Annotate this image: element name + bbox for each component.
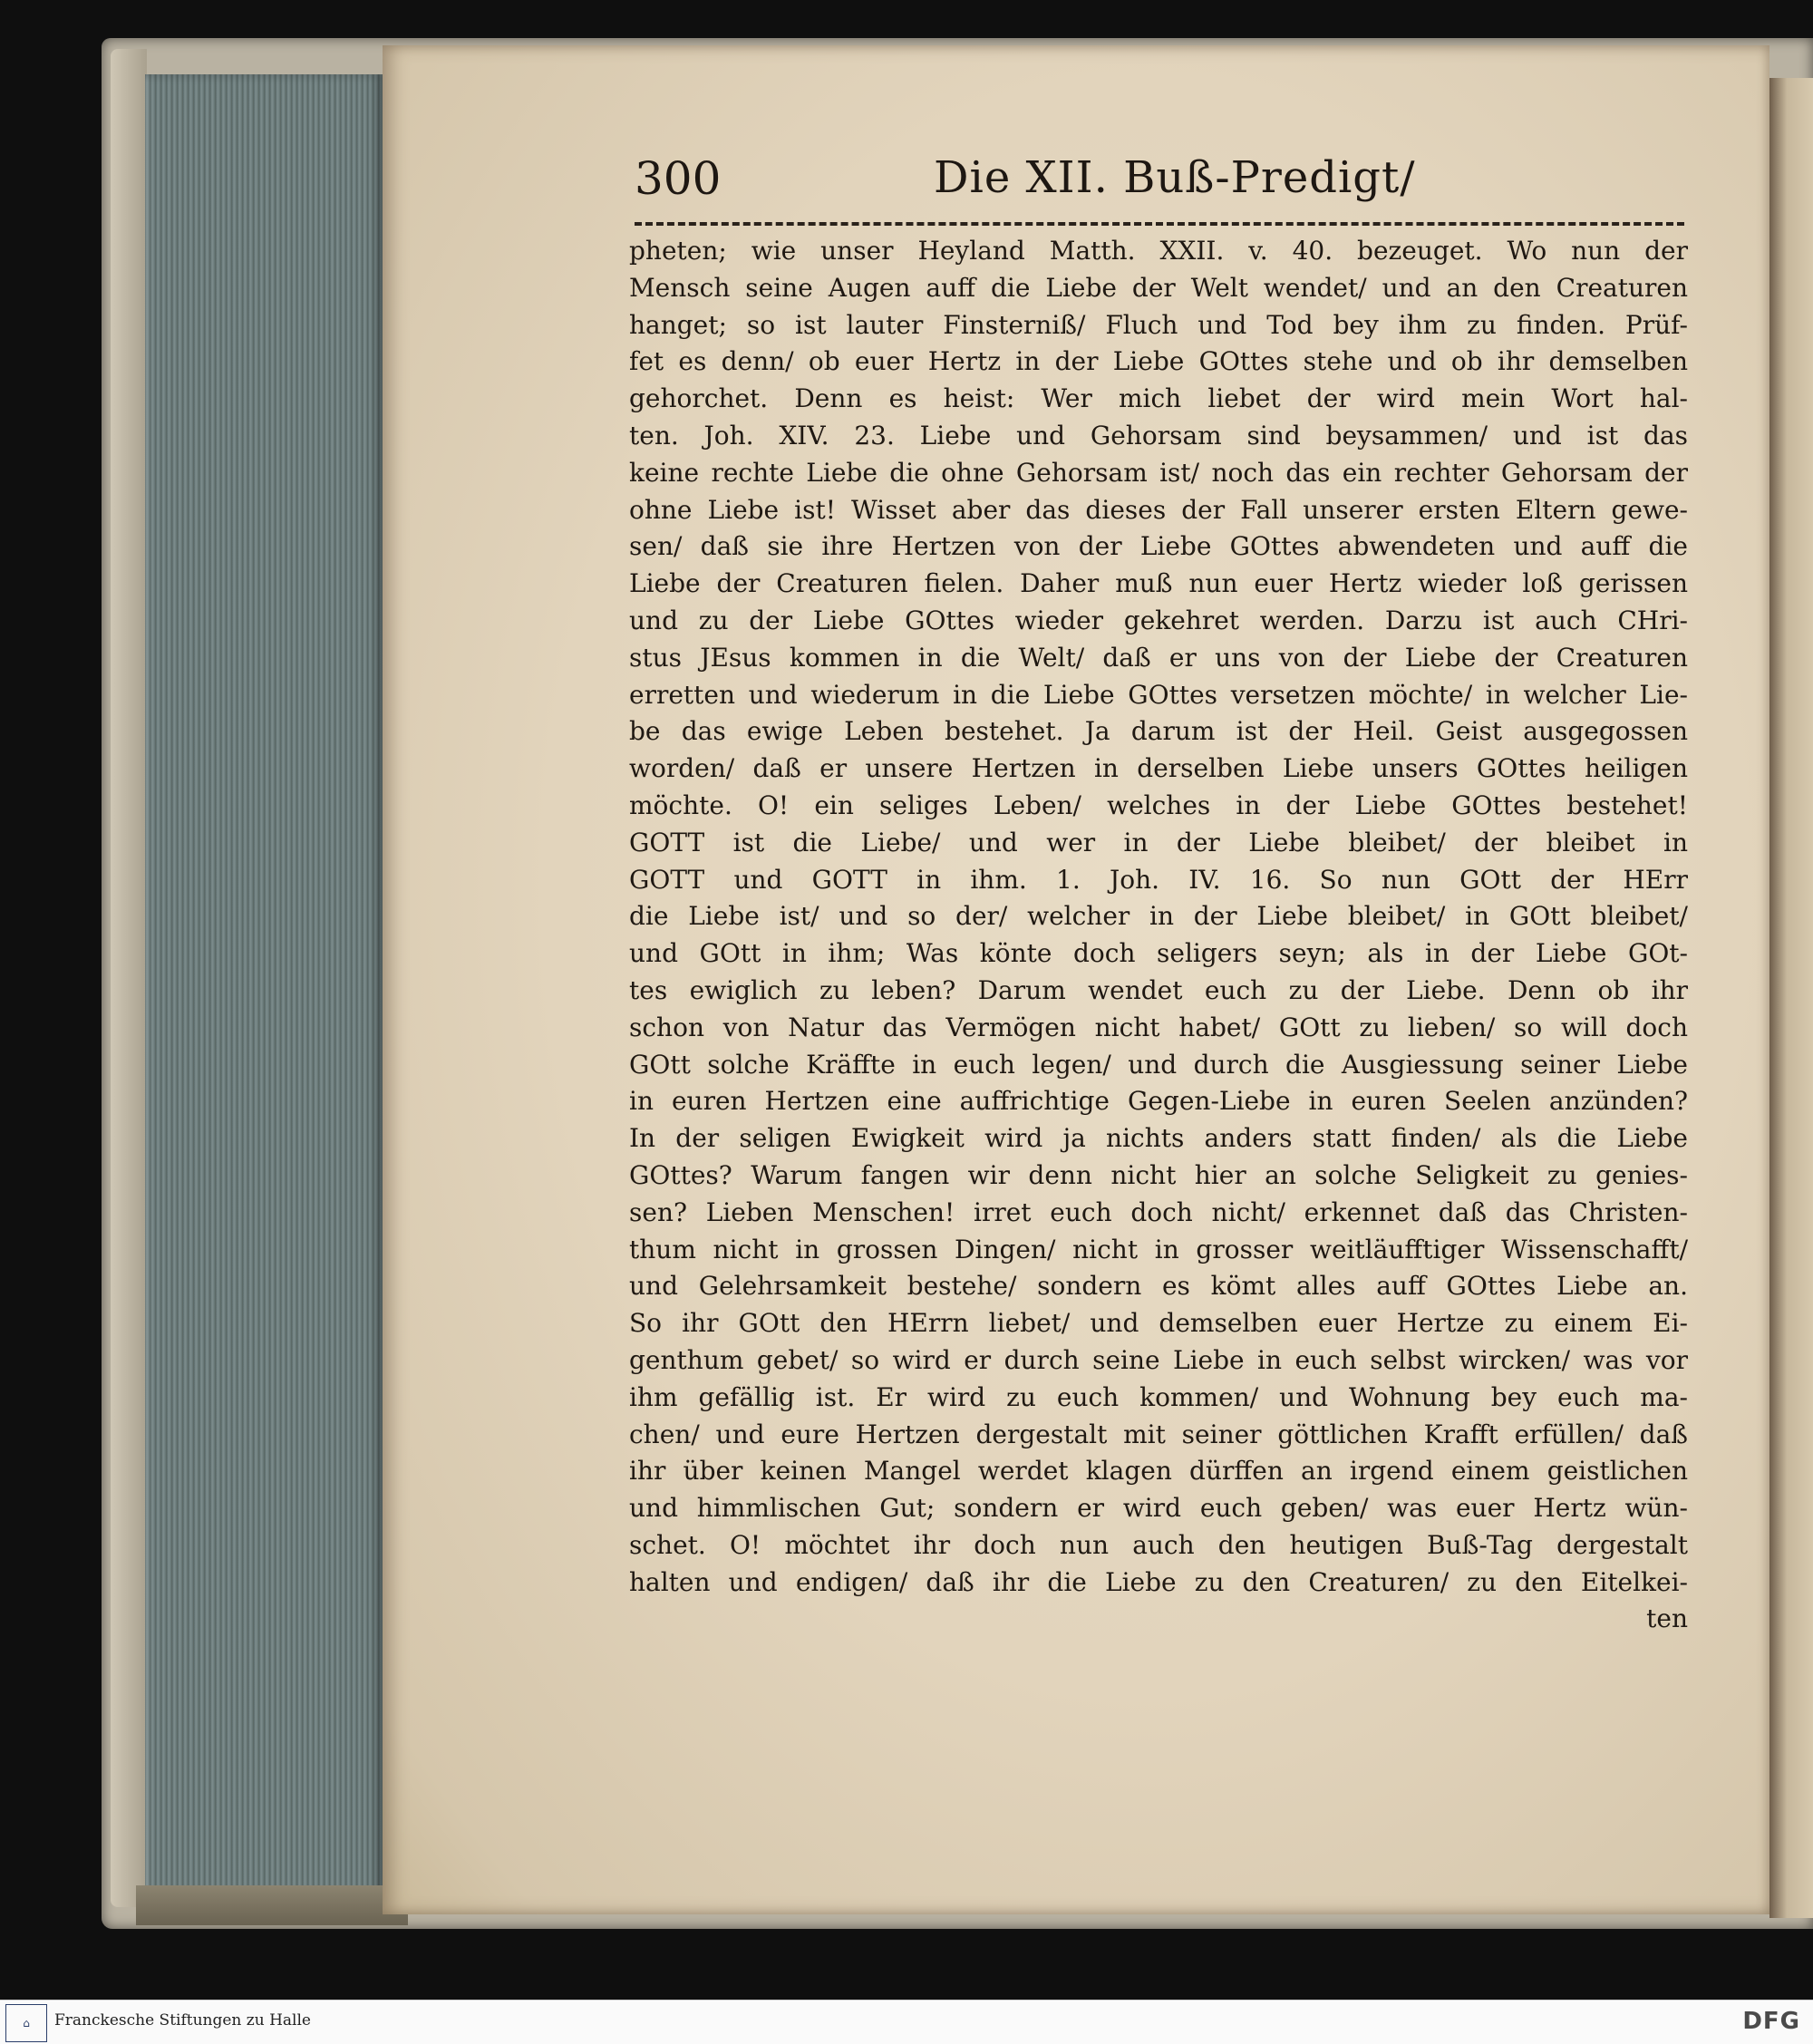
text-line: GOTT und GOTT in ihm. 1. Joh. IV. 16. So nun GOtt der HErr bbox=[629, 864, 1688, 895]
text-line: pheten; wie unser Heyland Matth. XXII. v. 40. bezeuget. Wo nun der bbox=[629, 236, 1688, 266]
text-line: in euren Hertzen eine auffrichtige Gegen-Liebe in euren Seelen anzünden? bbox=[629, 1086, 1688, 1117]
text-line: und himmlischen Gut; sondern er wird euch geben/ was euer Hertz wün- bbox=[629, 1493, 1688, 1524]
page-block-edges bbox=[145, 74, 383, 1914]
text-line: ten. Joh. XIV. 23. Liebe und Gehorsam sind beysammen/ und ist das bbox=[629, 420, 1688, 450]
text-line: und GOtt in ihm; Was könte doch seligers seyn; als in der Liebe GOt- bbox=[629, 938, 1688, 969]
text-line: GOttes? Warum fangen wir denn nicht hier an solche Seligkeit zu genies- bbox=[629, 1159, 1688, 1190]
text-line: erretten und wiederum in die Liebe GOttes versetzen möchte/ in welcher Lie- bbox=[629, 679, 1688, 710]
page-block-bottom bbox=[136, 1885, 408, 1925]
catchword: ten bbox=[1646, 1603, 1688, 1634]
text-line: Liebe der Creaturen fielen. Daher muß nun euer Hertz wieder loß gerissen bbox=[629, 568, 1688, 599]
text-line: In der seligen Ewigkeit wird ja nichts anders statt finden/ als die Liebe bbox=[629, 1123, 1688, 1154]
text-line: schet. O! möchtet ihr doch nun auch den heutigen Buß-Tag dergestalt bbox=[629, 1529, 1688, 1560]
cover-spine-edge bbox=[111, 49, 147, 1907]
header-rule bbox=[635, 222, 1684, 226]
page-number: 300 bbox=[635, 152, 722, 205]
institution-name: Franckesche Stiftungen zu Halle bbox=[54, 2011, 311, 2029]
text-line: ohne Liebe ist! Wisset aber das dieses der Fall unserer ersten Eltern gewe- bbox=[629, 494, 1688, 525]
text-line: worden/ daß er unsere Hertzen in derselben Liebe unsers GOttes heiligen bbox=[629, 753, 1688, 784]
text-line: Mensch seine Augen auff die Liebe der Welt wendet/ und an den Creaturen bbox=[629, 272, 1688, 303]
running-title: Die XII. Buß-Predigt/ bbox=[934, 152, 1416, 203]
text-line: be das ewige Leben bestehet. Ja darum ist der Heil. Geist ausgegossen bbox=[629, 716, 1688, 747]
text-line: sen/ daß sie ihre Hertzen von der Liebe GOttes abwendeten und auff die bbox=[629, 531, 1688, 562]
text-line: chen/ und eure Hertzen dergestalt mit seiner göttlichen Krafft erfüllen/ daß bbox=[629, 1419, 1688, 1449]
text-line: gehorchet. Denn es heist: Wer mich liebet der wird mein Wort hal- bbox=[629, 383, 1688, 414]
text-line: So ihr GOtt den HErrn liebet/ und demselben euer Hertze zu einem Ei- bbox=[629, 1308, 1688, 1339]
text-line: schon von Natur das Vermögen nicht habet/ GOtt zu lieben/ so will doch bbox=[629, 1012, 1688, 1042]
text-line: GOTT ist die Liebe/ und wer in der Liebe bleibet/ der bleibet in bbox=[629, 827, 1688, 857]
text-line: thum nicht in grossen Dingen/ nicht in grosser weitläufftiger Wissenschafft/ bbox=[629, 1234, 1688, 1264]
text-line: genthum gebet/ so wird er durch seine Liebe in euch selbst wircken/ was vor bbox=[629, 1344, 1688, 1375]
text-line: sen? Lieben Menschen! irret euch doch nicht/ erkennet daß das Christen- bbox=[629, 1196, 1688, 1227]
text-line: ihr über keinen Mangel werdet klagen dürffen an irgend einem geistlichen bbox=[629, 1456, 1688, 1487]
dfg-logo: DFG bbox=[1742, 2008, 1800, 2035]
text-line: keine rechte Liebe die ohne Gehorsam ist/ noch das ein rechter Gehorsam der bbox=[629, 457, 1688, 488]
facing-page-edge bbox=[1769, 78, 1813, 1918]
text-line: tes ewiglich zu leben? Darum wendet euch zu der Liebe. Denn ob ihr bbox=[629, 974, 1688, 1005]
text-line: möchte. O! ein seliges Leben/ welches in der Liebe GOttes bestehet! bbox=[629, 790, 1688, 820]
viewer-footer bbox=[0, 2000, 1813, 2044]
text-line: stus JEsus kommen in die Welt/ daß er uns von der Liebe der Creaturen bbox=[629, 642, 1688, 673]
text-line: hanget; so ist lauter Finsterniß/ Fluch und Tod bey ihm zu finden. Prüf- bbox=[629, 309, 1688, 340]
institution-logo: ⌂ bbox=[5, 2004, 47, 2042]
text-line: GOtt solche Kräffte in euch legen/ und durch die Ausgiessung seiner Liebe bbox=[629, 1049, 1688, 1080]
page-header bbox=[635, 152, 1713, 216]
text-line: halten und endigen/ daß ihr die Liebe zu den Creaturen/ zu den Eitelkei- bbox=[629, 1566, 1688, 1597]
text-line: und Gelehrsamkeit bestehe/ sondern es kömt alles auff GOttes Liebe an. bbox=[629, 1271, 1688, 1302]
text-line: fet es denn/ ob euer Hertz in der Liebe GOttes stehe und ob ihr demselben bbox=[629, 346, 1688, 377]
text-line: und zu der Liebe GOttes wieder gekehret werden. Darzu ist auch CHri- bbox=[629, 605, 1688, 635]
body-text bbox=[629, 233, 1688, 1638]
text-line: ihm gefällig ist. Er wird zu euch kommen/ und Wohnung bey euch ma- bbox=[629, 1381, 1688, 1412]
text-line: die Liebe ist/ und so der/ welcher in der Liebe bleibet/ in GOtt bleibet/ bbox=[629, 901, 1688, 932]
